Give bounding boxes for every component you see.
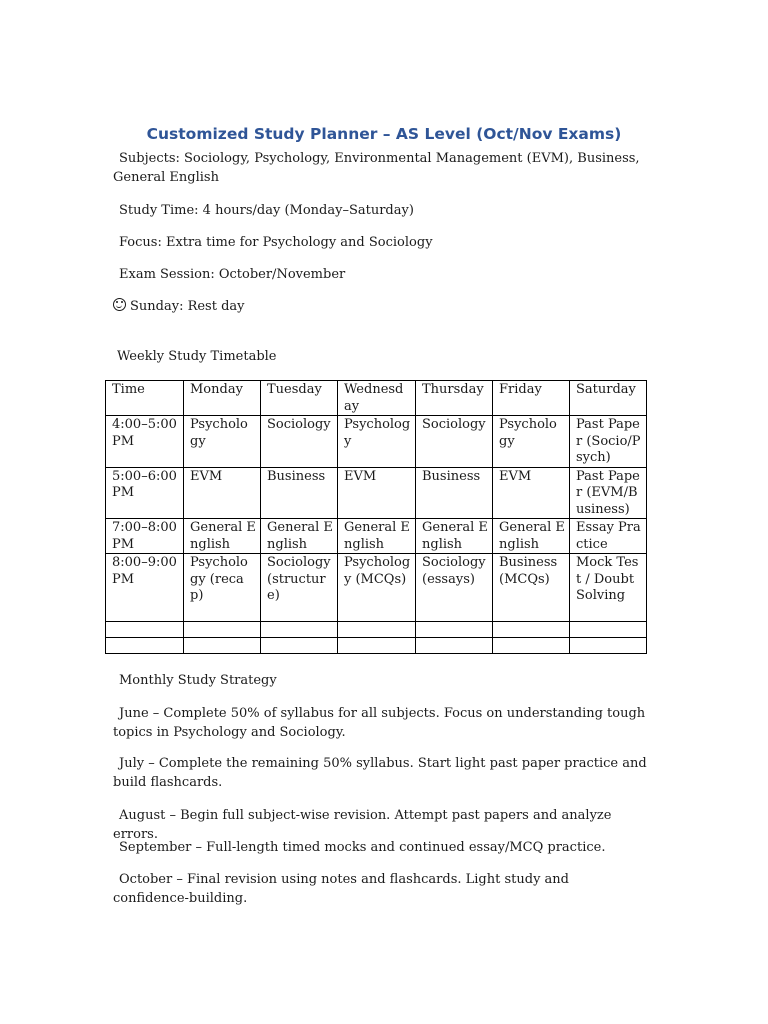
table-row [106,467,647,519]
sunday-line [113,297,648,316]
header-cell: Wednesday [338,381,416,416]
study-time-line: Study Time: 4 hours/day (Monday–Saturday) [119,203,414,218]
table-cell: Psychology (MCQs) [338,554,416,622]
table-cell: Past Paper (Socio/Psych) [570,416,647,468]
empty-cell [261,622,338,638]
strategy-july: July – Complete the remaining 50% syllabus. Start light past paper practice and build flashcards. [113,756,647,790]
empty-cell [416,638,493,654]
table-cell: Psychology (recap) [184,554,261,622]
empty-cell [338,638,416,654]
table-cell: Past Paper (EVM/Business) [570,467,647,519]
header-cell: Tuesday [261,381,338,416]
table-row [106,554,647,622]
time-cell: 4:00–5:00 PM [106,416,184,468]
sunday-text: Sunday: Rest day [130,299,245,314]
table-cell: General English [261,519,338,554]
time-cell: 5:00–6:00 PM [106,467,184,519]
strategy-heading: Monthly Study Strategy [119,673,277,688]
empty-cell [106,638,184,654]
empty-cell [106,622,184,638]
focus-line: Focus: Extra time for Psychology and Sociology [119,235,433,250]
exam-session-line: Exam Session: October/November [119,267,346,282]
empty-cell [493,622,570,638]
smiling-face-icon [113,298,126,311]
page-title: Customized Study Planner – AS Level (Oct/Nov Exams) [146,125,622,143]
header-cell: Time [106,381,184,416]
header-cell: Saturday [570,381,647,416]
table-row [106,416,647,468]
table-cell: General English [338,519,416,554]
table-cell: Psychology [493,416,570,468]
table-cell: EVM [184,467,261,519]
table-cell: EVM [493,467,570,519]
table-cell: EVM [338,467,416,519]
empty-cell [570,622,647,638]
table-cell: Mock Test / Doubt Solving [570,554,647,622]
empty-cell [493,638,570,654]
table-cell: Psychology [184,416,261,468]
table-cell: General English [416,519,493,554]
weekly-timetable [105,380,647,654]
strategy-october: October – Final revision using notes and flashcards. Light study and confidence-building. [113,872,569,906]
empty-cell [338,622,416,638]
table-cell: Business [416,467,493,519]
table-cell: Sociology (essays) [416,554,493,622]
empty-cell [261,638,338,654]
table-cell: Business (MCQs) [493,554,570,622]
empty-cell [184,638,261,654]
header-cell: Thursday [416,381,493,416]
time-cell: 8:00–9:00 PM [106,554,184,622]
table-cell: Sociology [261,416,338,468]
header-cell: Monday [184,381,261,416]
table-cell: Psychology [338,416,416,468]
table-cell: Business [261,467,338,519]
timetable-header-row [106,381,647,416]
subjects-line: Subjects: Sociology, Psychology, Environmental Management (EVM), Business, General English [113,151,640,185]
strategy-june: June – Complete 50% of syllabus for all subjects. Focus on understanding tough topics in Psychology and Sociology. [113,706,646,740]
header-cell: Friday [493,381,570,416]
empty-cell [570,638,647,654]
time-cell: 7:00–8:00 PM [106,519,184,554]
table-row [106,519,647,554]
empty-table-row [106,638,647,654]
table-cell: Sociology (structure) [261,554,338,622]
table-cell: Sociology [416,416,493,468]
empty-cell [416,622,493,638]
strategy-september: September – Full-length timed mocks and continued essay/MCQ practice. [119,840,606,855]
timetable-heading: Weekly Study Timetable [117,349,277,364]
table-cell: General English [184,519,261,554]
table-cell: Essay Practice [570,519,647,554]
empty-cell [184,622,261,638]
strategy-august: August – Begin full subject-wise revision. Attempt past papers and analyze errors. [113,808,612,842]
table-cell: General English [493,519,570,554]
empty-table-row [106,622,647,638]
